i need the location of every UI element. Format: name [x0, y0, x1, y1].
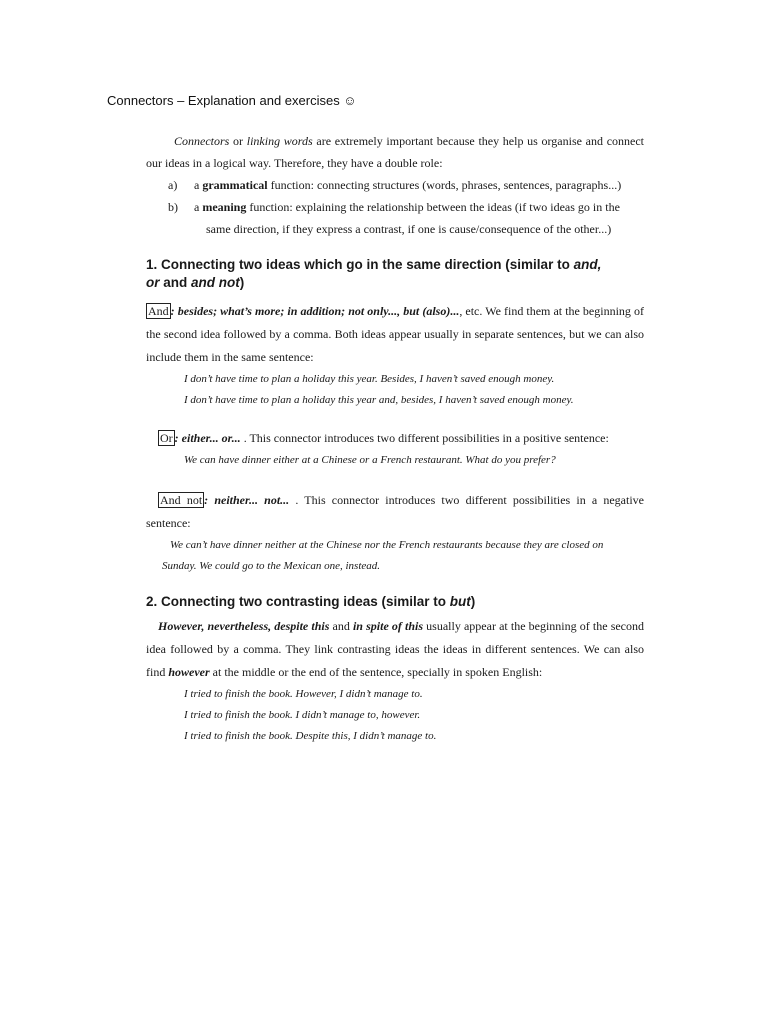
example-sentence: We can have dinner either at a Chinese or a French restaurant. What do you prefer? — [184, 454, 556, 466]
intro-text: are extremely important because they help us organise and connect our ideas in a logical way. Therefore, they have a double role: — [146, 134, 645, 170]
list-marker: a) — [168, 178, 178, 192]
role-text — [194, 174, 644, 196]
connector-list: : neither... not... — [204, 493, 290, 507]
connector-list: However, nevertheless, despite this — [158, 619, 330, 633]
heading-term: and, — [573, 257, 602, 272]
and-paragraph — [146, 300, 644, 369]
example-text-cont: Sunday. We could go to the Mexican one, instead. — [162, 560, 381, 572]
intro-section — [146, 130, 644, 240]
example-sentence: I tried to finish the book. Despite this, I didn’t manage to. — [184, 730, 437, 742]
paragraph-text: and — [329, 619, 353, 633]
example-sentence: I don’t have time to plan a holiday this year. Besides, I haven’t saved enough money. — [184, 373, 555, 385]
role-rest: function: connecting structures (words, phrases, sentences, paragraphs...) — [267, 178, 622, 192]
label-box-and-not: And not — [160, 493, 203, 507]
connector-list: : besides; what’s more; in addition; not only..., but (also)... — [170, 304, 460, 318]
role-rest-cont: same direction, if they express a contrast, if one is cause/consequence of the other...) — [206, 222, 612, 236]
role-rest: function: explaining the relationship between the ideas (if two ideas go in the — [246, 200, 620, 214]
role-item-grammatical — [146, 174, 644, 196]
list-marker: b) — [168, 200, 178, 214]
heading-text: 2. Connecting two contrasting ideas (similar to — [146, 594, 450, 609]
connector-list: in spite of this — [352, 619, 424, 633]
example-sentence: I don’t have time to plan a holiday this year and, besides, I haven’t saved enough money. — [184, 394, 574, 406]
paragraph-text: usually appear at the beginning of the second idea followed by a comma. They link contrasting ideas the ideas in different sentences. We can also find — [146, 619, 645, 679]
role-lead: a — [194, 200, 203, 214]
intro-text: or — [229, 134, 247, 148]
example-text: We can’t have dinner neither at the Chinese nor the French restaurants because they are closed on — [170, 539, 604, 551]
heading-text: ) — [470, 594, 476, 609]
or-paragraph — [146, 427, 644, 450]
example-sentence: I tried to finish the book. However, I didn’t manage to. — [184, 688, 423, 700]
section-2-heading — [146, 593, 644, 611]
paragraph-text: . This connector introduces two different possibilities in a positive sentence: — [240, 431, 609, 445]
paragraph-text: , etc. We find them at the beginning of the second idea followed by a comma. Both ideas appear usually in separate sentences, but we can also include them in the same sentence: — [146, 304, 644, 364]
document-body — [146, 130, 644, 747]
role-text — [194, 196, 644, 240]
section-1-heading — [146, 256, 644, 292]
heading-text: 1. Connecting two ideas which go in the same direction (similar to — [146, 257, 574, 272]
role-keyword: grammatical — [202, 178, 268, 192]
example-sentence: I tried to finish the book. I didn’t manage to, however. — [184, 709, 421, 721]
role-keyword: meaning — [202, 200, 247, 214]
document-title: Connectors – Explanation and exercises ☺ — [107, 93, 357, 108]
term-linking-words: linking words — [246, 134, 313, 148]
label-box-and: And — [148, 304, 169, 318]
contrast-paragraph — [146, 615, 644, 684]
heading-term: or — [146, 275, 160, 290]
heading-term: and not — [191, 275, 240, 290]
connector-however: however — [168, 665, 210, 679]
label-box-or: Or — [160, 431, 173, 445]
connector-list: : either... or... — [174, 431, 241, 445]
and-not-paragraph — [146, 489, 644, 535]
heading-term: but — [449, 594, 471, 609]
term-connectors: Connectors — [174, 134, 230, 148]
paragraph-text: . This connector introduces two different possibilities in a negative sentence: — [146, 493, 644, 530]
intro-paragraph — [146, 130, 644, 174]
heading-text: ) — [239, 275, 245, 290]
roles-list — [146, 174, 644, 240]
paragraph-text: at the middle or the end of the sentence, specially in spoken English: — [209, 665, 543, 679]
heading-text: and — [159, 275, 192, 290]
example-sentence — [146, 535, 644, 577]
role-item-meaning — [146, 196, 644, 240]
role-lead: a — [194, 178, 203, 192]
